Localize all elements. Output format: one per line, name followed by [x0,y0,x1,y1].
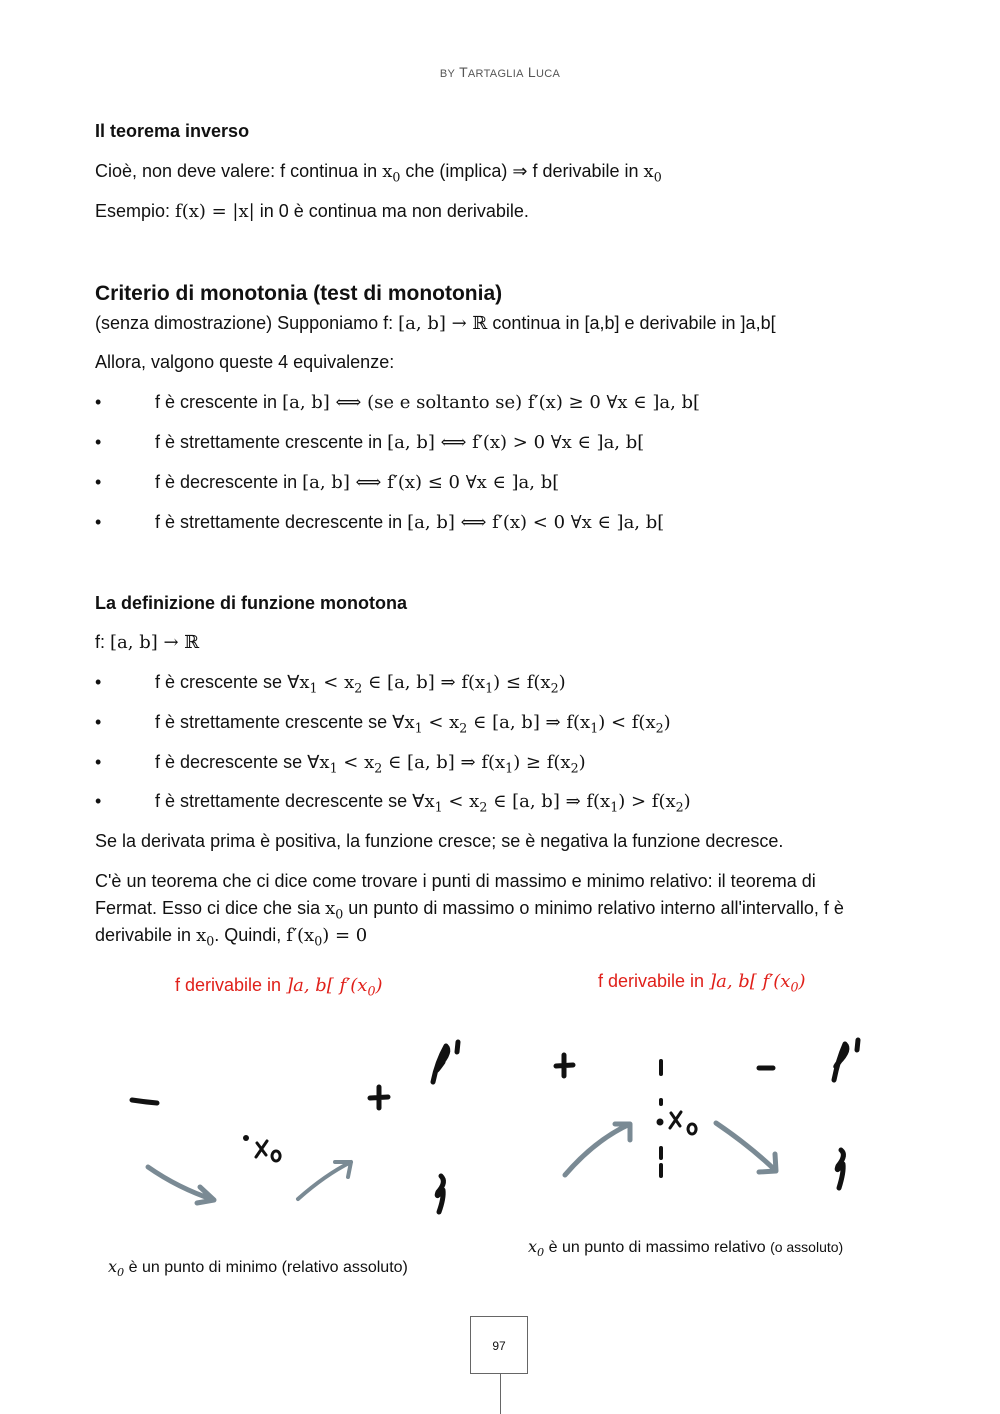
minus-sign-left [132,1100,157,1103]
bullet-dot: • [95,791,102,811]
definition-item: f è decrescente se $\forall x_1 < x_2$ ∈ [a, b] ⇒ $f(x_1) \ge f(x_2)$ [155,752,586,776]
section-title-definition: La definizione di funzione monotona [95,593,407,613]
inverse-text-a: Cioè, non deve valere: f continua in [95,161,383,181]
definition-item: f è crescente se $\forall x_1 < x_2$ ∈ [a, b] ⇒ $f(x_1) \le f(x_2)$ [155,672,566,696]
left-caption: $x_0$ è un punto di minimo (relativo assoluto) [108,1257,408,1280]
equivalence-item: f è strettamente crescente in [a, b] ⟺ f′(x) > 0 ∀x ∈ ]a, b[ [155,432,645,453]
intro-text-a: (senza dimostrazione) Supponiamo f: [95,313,399,333]
bullet-dot: • [95,392,102,412]
equivalence-item: f è decrescente in [a, b] ⟺ f′(x) ≤ 0 ∀x ∈ ]a, b[ [155,472,560,493]
decreasing-arrow [148,1167,214,1203]
f-handwritten-left [437,1176,443,1212]
example-text: in 0 è continua ma non derivabile. [254,201,529,221]
intro-text-b: continua in [a,b] e derivabile in ]a,b[ [487,313,776,333]
section-title-monotonia: Criterio di monotonia (test di monotonia) [95,282,503,305]
allora-line: Allora, valgono queste 4 equivalenze: [95,352,395,372]
bullet-dot: • [95,512,102,532]
bullet-dot: • [95,712,102,732]
fermat-line-3: derivabile in $x_0$. Quindi, $f'(x_0) = 0$ [95,925,368,949]
x0-math: $x_0$ [643,161,662,185]
example-label: Esempio: [95,201,176,221]
f-handwritten-right [837,1150,843,1188]
fermat-line-2: Fermat. Esso ci dice che sia $x_0$ un punto di massimo o minimo relativo interno all'intervallo, f è [95,898,844,922]
bullet-dot: • [95,672,102,692]
header-first-rest: ARTAGLIA [467,68,524,80]
example-math: f(x) = |x| [175,201,255,222]
definition-item: f è strettamente decrescente se $\forall x_1 < x_2$ ∈ [a, b] ⇒ $f(x_1) > f(x_2)$ [155,791,691,815]
header-last-rest: UCA [536,68,561,80]
max-point-dot [657,1119,664,1126]
equivalence-item: f è strettamente decrescente in [a, b] ⟺ f′(x) < 0 ∀x ∈ ]a, b[ [155,512,665,533]
definition-item: f è strettamente crescente se $\forall x_1 < x_2$ ∈ [a, b] ⇒ $f(x_1) < f(x_2)$ [155,712,671,736]
inverse-text-b: che (implica) ⇒ f derivabile in [405,161,644,181]
equivalence-item: f è crescente in [a, b] ⟺ (se e soltanto se) f′(x) ≥ 0 ∀x ∈ ]a, b[ [155,392,701,413]
plus-sign-right [556,1055,573,1076]
fprime-handwritten-right [834,1040,858,1080]
x0-handwritten-right [670,1112,696,1134]
definition-signature: f: [a, b] → ℝ [95,632,200,653]
header-initial-l: L [527,64,537,80]
increasing-arrow-right [565,1124,630,1175]
left-red-label: f derivabile in ]a, b[ $f'(x_0)$ [175,975,383,999]
decreasing-arrow-right [716,1123,776,1172]
page-number-stem [500,1374,501,1414]
bullet-dot: • [95,432,102,452]
fprime-handwritten-left [433,1042,458,1082]
bullet-dot: • [95,472,102,492]
derivative-sign-paragraph: Se la derivata prima è positiva, la funzione cresce; se è negativa la funzione decresce. [95,831,784,851]
fermat-line-1: C'è un teorema che ci dice come trovare i punti di massimo e minimo relativo: il teorema di [95,871,816,891]
min-point-dot [243,1135,249,1141]
increasing-arrow [298,1162,351,1199]
header-initial-t: T [459,64,468,80]
section-title-inverse: Il teorema inverso [95,121,250,141]
right-red-label: f derivabile in ]a, b[ $f'(x_0)$ [598,971,806,995]
x0-math: $x_0$ [382,161,401,185]
page-number: 97 [470,1316,528,1374]
right-caption: $x_0$ è un punto di massimo relativo (o assoluto) [528,1237,844,1260]
intro-math: [a, b] → ℝ [398,313,488,334]
x0-handwritten-left [256,1141,280,1161]
bullet-dot: • [95,752,102,772]
header-by: BY [439,68,456,80]
plus-sign-left [370,1087,388,1108]
